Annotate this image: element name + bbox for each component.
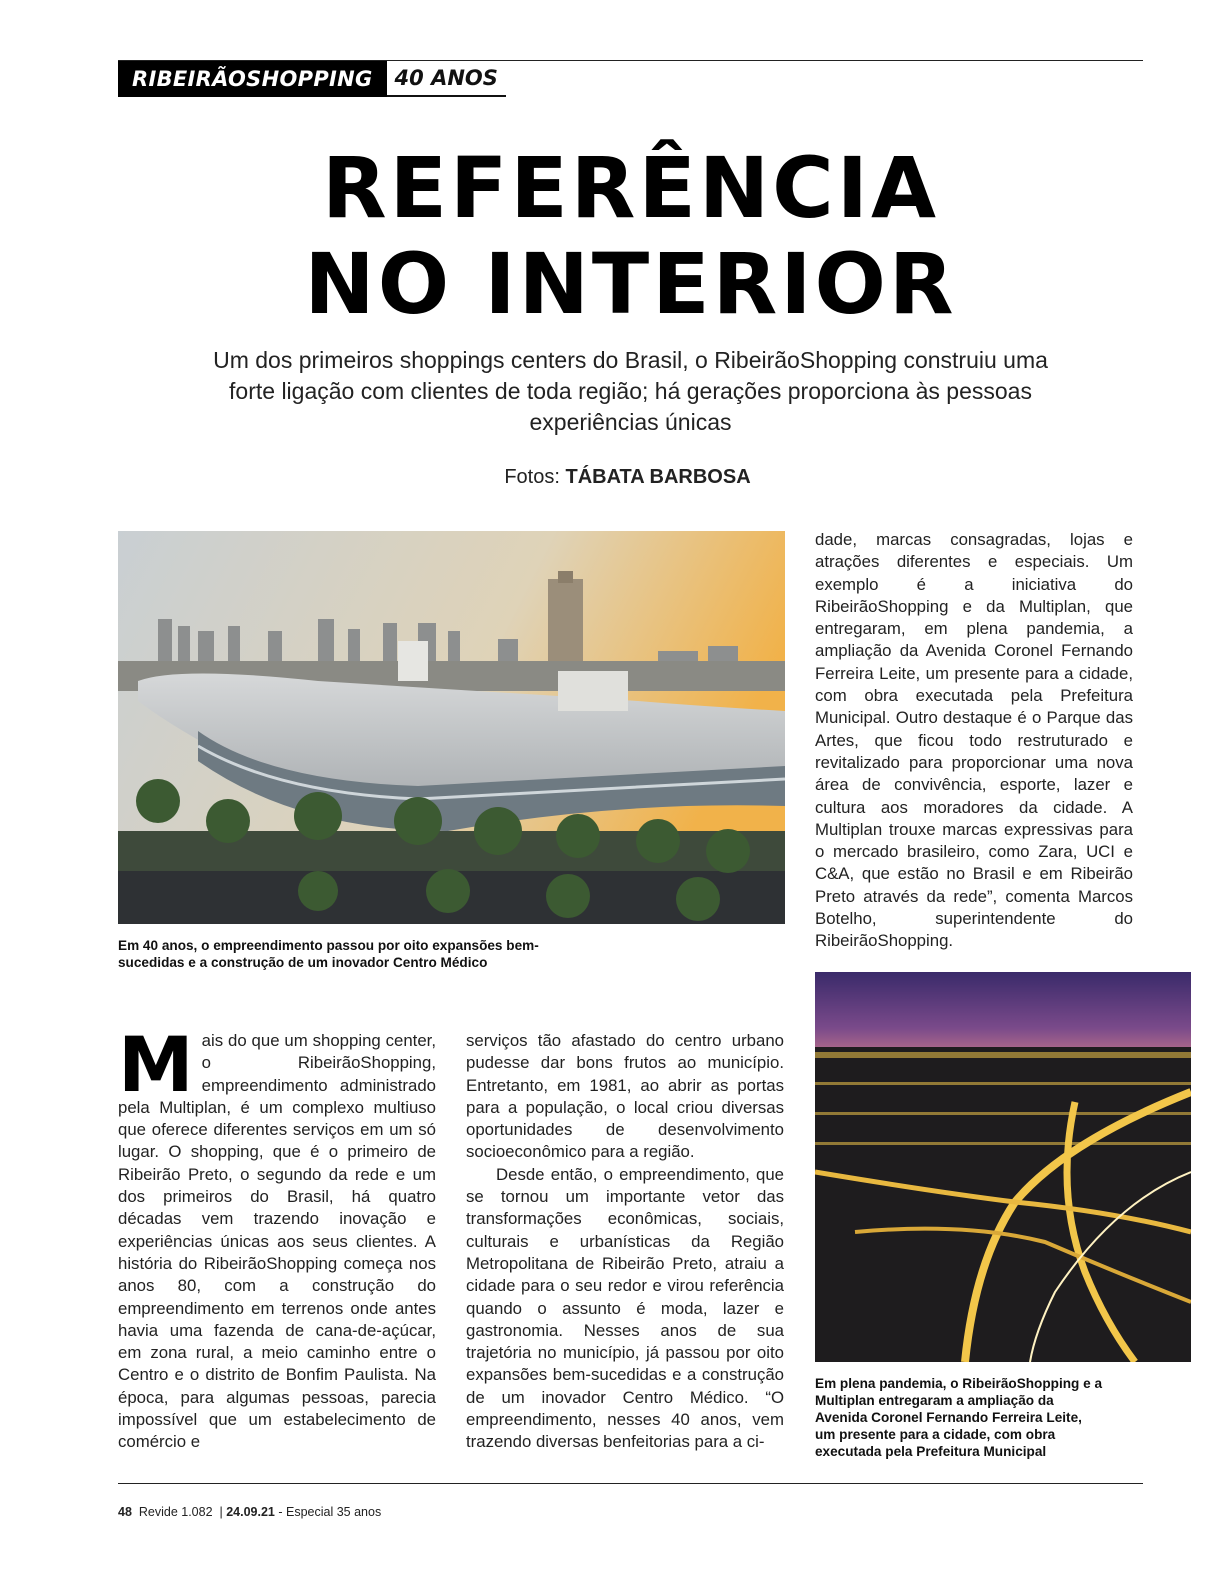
bottom-rule [118,1483,1143,1484]
body-col1-paragraph: ais do que um shopping center, o RibeirãoShopping, empreendimento administrado pela Multiplan, é um complexo multiuso que oferece diferentes serviços em um só lugar. O shopping, que é o primeiro de Ribeirão Preto, o segundo da rede e um dos primeiros do Brasil, há quatro décadas vem trazendo inovação e experiências únicas aos seus clientes. A história do RibeirãoShopping começa nos anos 80, com a construção do empreendimento em terrenos onde antes havia uma fazenda de cana-de-açúcar, em zona rural, a meio caminho entre o Centro e o distrito de Bonfim Paulista. Na época, para algumas pessoas, parecia impossível que um estabelecimento de comércio e [118,1031,436,1452]
body-col2-paragraph-1: serviços tão afastado do centro urbano pudesse dar bons frutos ao município. Entretanto, em 1981, ao abrir as portas para a população, o local criou diversas oportunidades de desenvolvimento socioeconômico para a região. [466,1031,784,1162]
photo-credit-label: Fotos: [504,466,560,488]
issue-date: 24.09.21 [226,1505,275,1519]
body-column-3 [815,529,1133,953]
headline-line-2: NO INTERIOR [304,235,957,333]
subtitle: Um dos primeiros shoppings centers do Brasil, o RibeirãoShopping construiu uma forte ligação com clientes de toda região; há gerações proporciona às pessoas experiências únicas [213,347,1048,435]
night-photo-caption: Em plena pandemia, o RibeirãoShopping e a Multiplan entregaram a ampliação da Avenida Coronel Fernando Ferreira Leite, um presente para a cidade, com obra executada pela Prefeitura Municipal [815,1376,1103,1459]
avenue-night-photo [815,972,1191,1362]
shopping-aerial-photo [118,531,785,924]
main-photo-caption: Em 40 anos, o empreendimento passou por oito expansões bem-sucedidas e a construção de um inovador Centro Médico [118,938,539,970]
section-tag-name: RIBEIRÃOSHOPPING [118,61,387,97]
edition-label: - Especial 35 anos [278,1505,382,1519]
section-tag-anniversary: 40 ANOS [387,61,506,97]
photo-credit [0,466,1211,489]
body-column-2 [466,1030,784,1454]
page-footer [118,1505,381,1519]
photo-credit-name: TÁBATA BARBOSA [565,466,751,488]
section-tag [118,61,506,97]
drop-cap: M [118,1020,194,1109]
body-col2-paragraph-2: Desde então, o empreendimento, que se tornou um importante vetor das transformações econômicas, sociais, culturais e urbanísticas da Região Metropolitana de Ribeirão Preto, atraiu a cidade para o seu redor e virou referência quando o assunto é moda, lazer e gastronomia. Nesses anos de sua trajetória no município, já passou por oito expansões bem-sucedidas e a construção de um inovador Centro Médico. “O empreendimento, nesses 40 anos, vem trazendo diversas benfeitorias para a ci- [466,1164,784,1452]
headline-line-1: REFERÊNCIA [321,139,940,237]
magazine-issue: Revide 1.082 [138,1505,213,1519]
body-column-1 [118,1020,436,1454]
footer-separator: | [216,1505,227,1519]
page-number: 48 [118,1505,132,1519]
body-col3-paragraph: dade, marcas consagradas, lojas e atrações diferentes e especiais. Um exemplo é a iniciativa do RibeirãoShopping e da Multiplan, que entregaram, em plena pandemia, a ampliação da Avenida Coronel Fernando Ferreira Leite, um presente para a cidade, com obra executada pela Prefeitura Municipal. Outro destaque é o Parque das Artes, que ficou todo restruturado e revitalizado para proporcionar uma nova área de convivência, esporte, lazer e cultura aos moradores da cidade. A Multiplan trouxe marcas expressivas para o mercado brasileiro, como Zara, UCI e C&A, que estão no Brasil e em Ribeirão Preto através da rede”, comenta Marcos Botelho, superintendente do RibeirãoShopping. [815,530,1133,951]
